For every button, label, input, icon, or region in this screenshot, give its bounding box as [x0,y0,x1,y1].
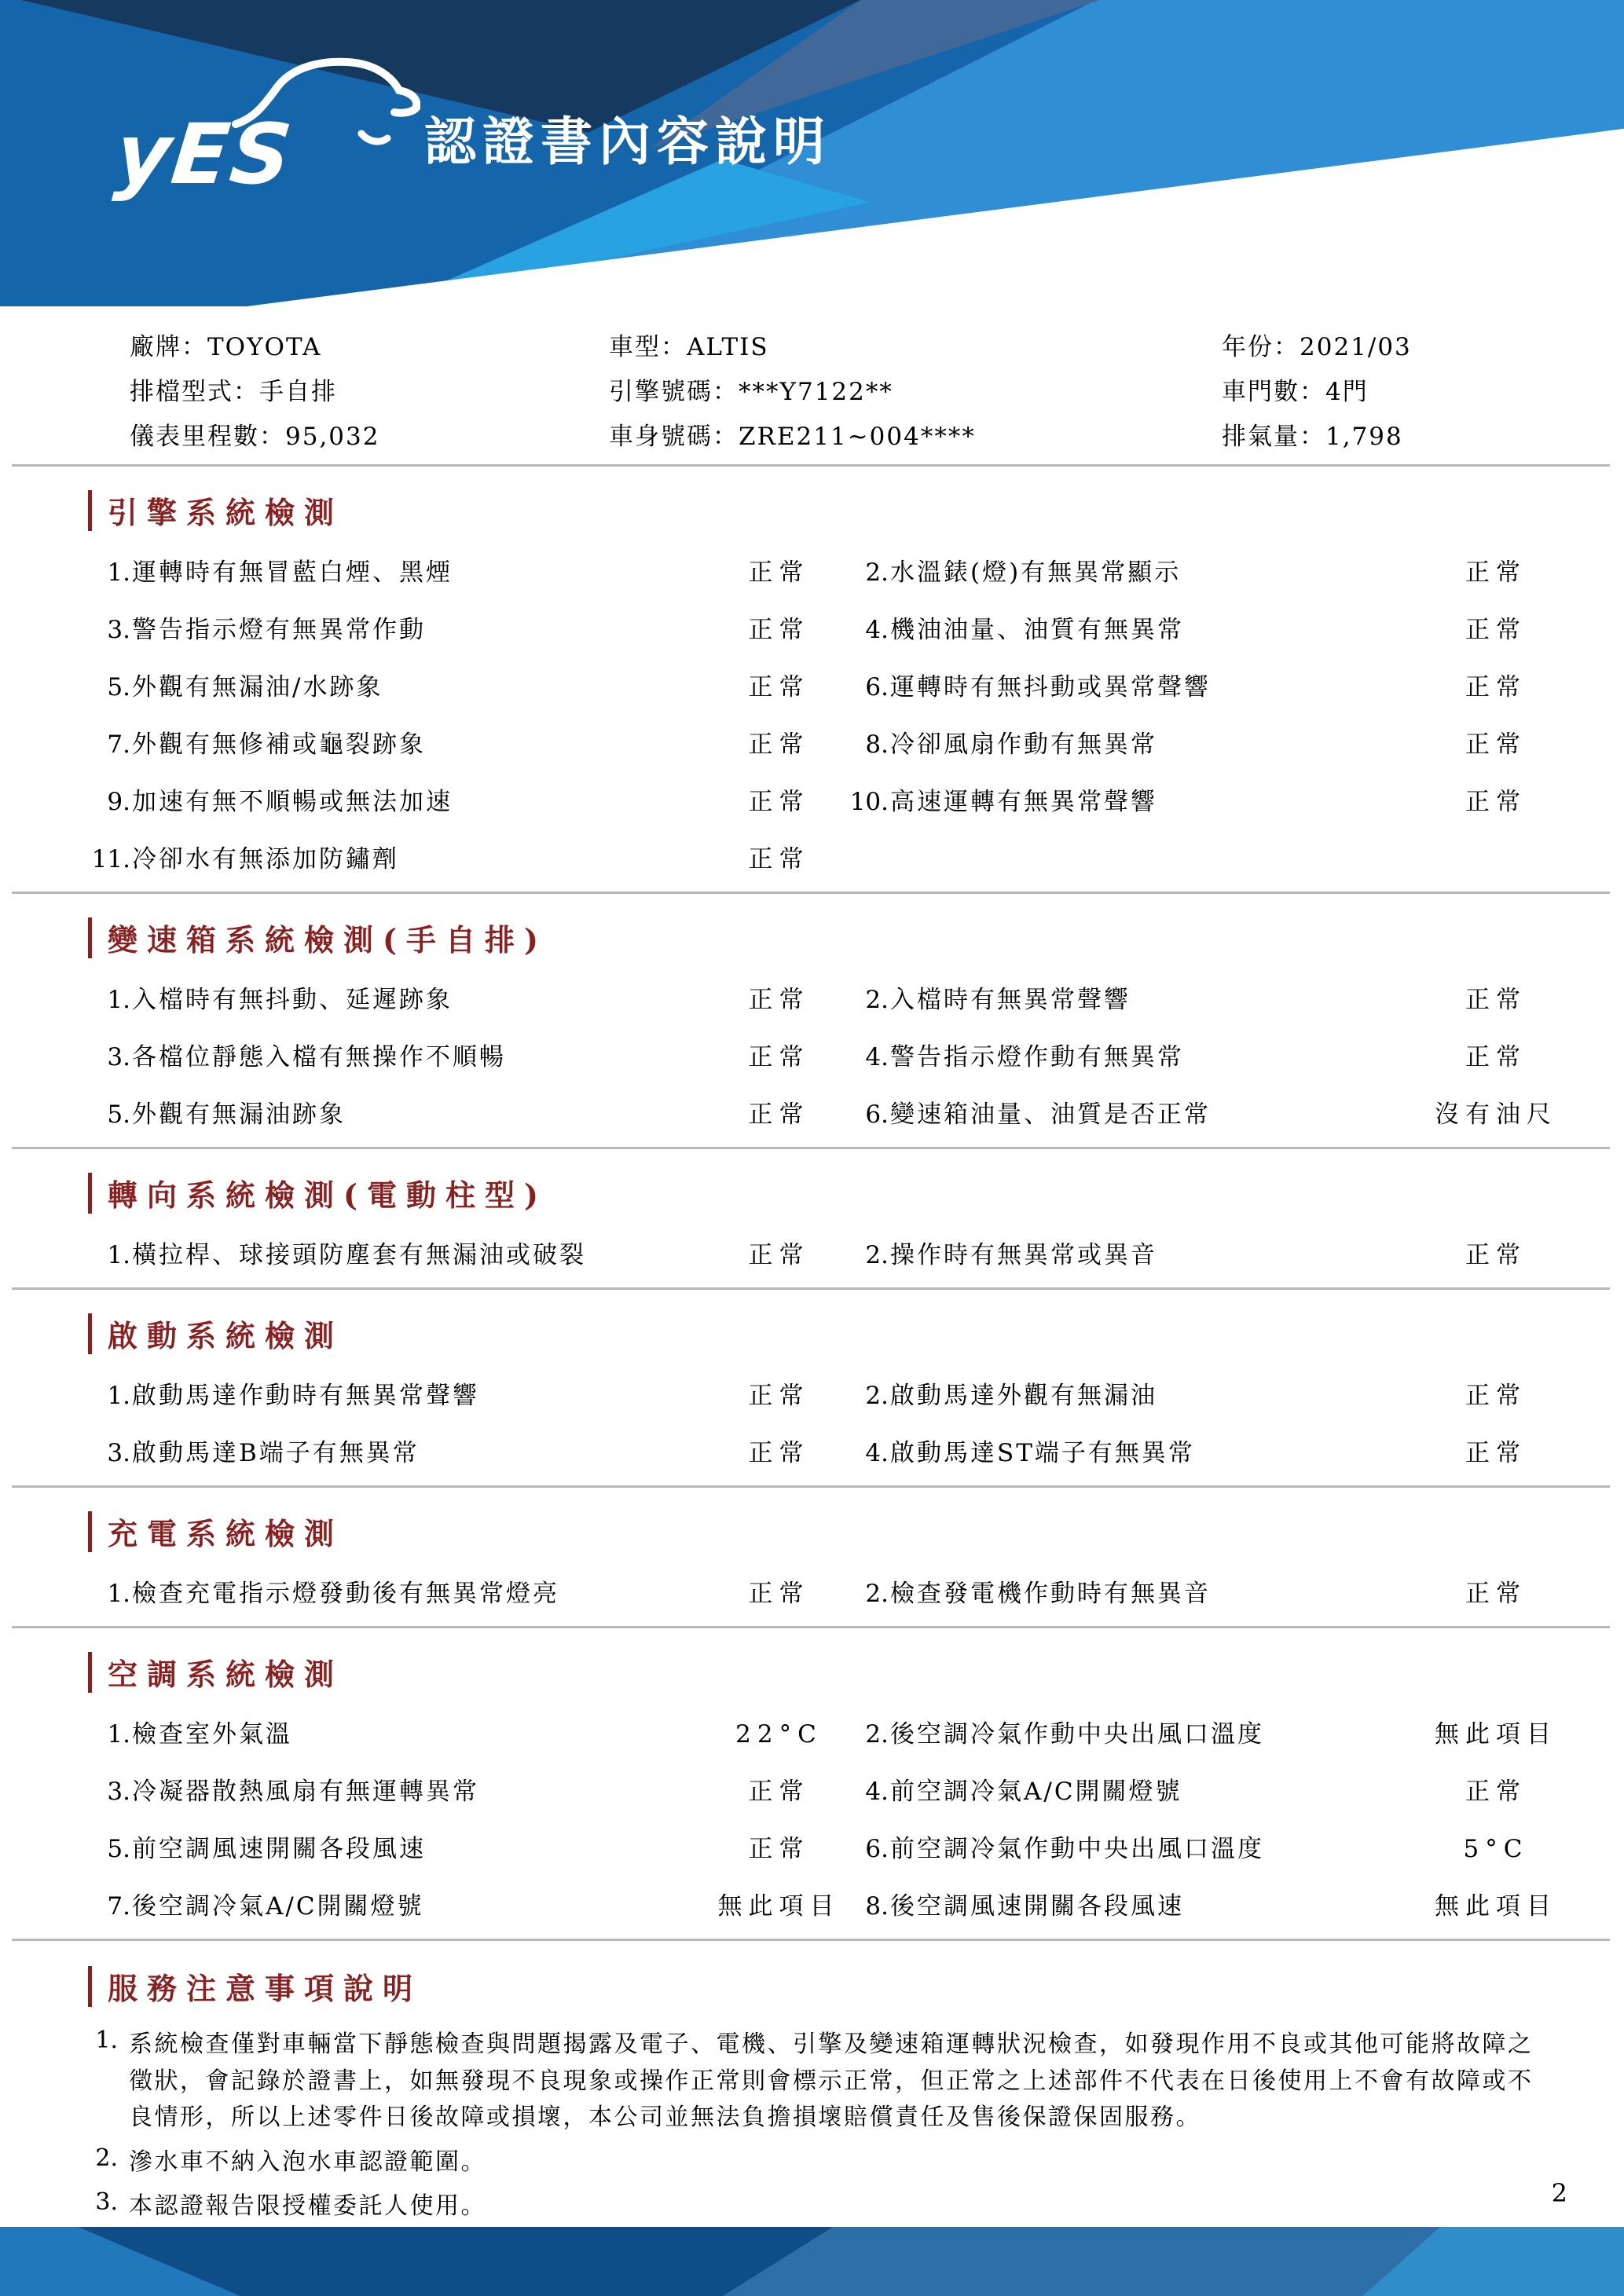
section-title: 轉向系統檢測(電動柱型) [108,1177,548,1213]
field-label: 廠牌： [130,333,207,361]
inspection-item-label [86,1235,707,1270]
inspection-item-result: 正常 [748,1043,810,1071]
note-number: 2. [95,2144,118,2172]
item-number: 5. [107,1835,130,1863]
inspection-item-result: 沒有油尺 [1435,1100,1557,1129]
item-text: 啟動馬達B端子有無異常 [132,1439,420,1467]
inspection-item-result: 無此項目 [1435,1720,1557,1749]
inspection-item-result: 正常 [748,845,810,873]
item-number: 7. [107,1892,130,1921]
inspection-item-label [86,839,707,874]
inspection-items-grid [86,552,1600,874]
field-value: 1,798 [1325,423,1403,451]
inspection-section [0,1628,1624,1939]
field-value: ALTIS [687,333,769,361]
vehicle-info-cell [130,327,609,362]
inspection-item-result: 正常 [1465,731,1527,759]
note-number: 1. [95,2027,118,2054]
inspection-item-result: 正常 [748,1580,810,1608]
note-item [88,2027,1577,2137]
inspection-section [0,467,1624,892]
inspection-item-result: 正常 [1465,788,1527,816]
section-title-bar [88,917,92,958]
item-number: 9. [107,788,130,816]
inspection-item-label [86,1829,707,1864]
item-number: 11. [91,845,130,873]
item-text: 冷凝器散熱風扇有無運轉異常 [132,1778,479,1806]
item-number: 2. [865,986,889,1014]
inspection-item-result: 正常 [748,1439,810,1467]
inspection-item-label [86,1094,707,1130]
field-value: ***Y7122** [739,378,893,406]
field-label: 車門數： [1222,378,1325,406]
section-header [88,1650,1624,1694]
vehicle-info-cell [609,372,1222,407]
item-text: 外觀有無漏油跡象 [132,1100,346,1129]
item-text: 後空調冷氣A/C開關燈號 [132,1892,424,1921]
inspection-item-label [845,1094,1395,1130]
field-label: 車型： [609,333,687,361]
item-number: 5. [107,1100,130,1129]
note-number: 3. [95,2188,118,2216]
item-text: 外觀有無修補或龜裂跡象 [132,731,426,759]
inspection-item-result: 正常 [748,673,810,701]
section-header [88,1312,1624,1355]
inspection-sections [0,467,1624,1941]
item-number: 4. [865,1439,889,1467]
inspection-item-result: 22°C [735,1720,823,1749]
inspection-item-label [86,782,707,817]
inspection-item-label [845,1235,1395,1270]
item-number: 4. [865,1043,889,1071]
item-text: 後空調風速開關各段風速 [890,1892,1184,1921]
item-number: 4. [865,616,889,644]
item-text: 高速運轉有無異常聲響 [890,788,1157,816]
vehicle-info-cell [1222,327,1593,362]
section-title: 空調系統檢測 [108,1657,344,1692]
item-text: 啟動馬達作動時有無異常聲響 [132,1382,479,1410]
inspection-item-result: 正常 [1465,986,1527,1014]
inspection-item-label [86,1573,707,1609]
inspection-item-label [86,1714,707,1749]
section-header [88,916,1624,959]
inspection-item-label [86,724,707,760]
inspection-item-result: 無此項目 [1435,1892,1557,1921]
inspection-section [0,1488,1624,1626]
item-number: 3. [107,616,130,644]
section-title-bar [88,1173,92,1214]
item-text: 檢查室外氣溫 [132,1720,292,1749]
inspection-item-label [845,1886,1395,1921]
item-text: 啟動馬達外觀有無漏油 [890,1382,1157,1410]
inspection-item-result: 正常 [748,558,810,587]
vehicle-info [0,306,1624,464]
section-title: 充電系統檢測 [108,1516,344,1551]
item-text: 操作時有無異常或異音 [890,1241,1157,1269]
item-text: 加速有無不順暢或無法加速 [132,788,453,816]
item-number: 3. [107,1043,130,1071]
item-text: 運轉時有無冒藍白煙、黑煙 [132,558,453,587]
section-title-bar [88,1313,92,1354]
item-text: 入檔時有無抖動、延遲跡象 [132,986,453,1014]
field-value: 手自排 [259,378,337,406]
item-text: 警告指示燈有無異常作動 [132,616,426,644]
item-number: 1. [107,986,130,1014]
inspection-items-grid [86,1235,1600,1270]
inspection-item-label [845,552,1395,588]
item-text: 外觀有無漏油/水跡象 [132,673,383,701]
item-text: 檢查充電指示燈發動後有無異常燈亮 [132,1580,559,1608]
item-text: 前空調冷氣作動中央出風口溫度 [890,1835,1264,1863]
inspection-item-label [845,1714,1395,1749]
item-number: 2. [865,1580,889,1608]
field-label: 排檔型式： [130,378,259,406]
inspection-item-label [86,667,707,702]
inspection-section [0,1290,1624,1485]
item-number: 2. [865,558,889,587]
note-list [88,2027,1577,2225]
inspection-section [0,894,1624,1147]
inspection-item-label [86,552,707,588]
inspection-item-result: 正常 [1465,616,1527,644]
item-text: 入檔時有無異常聲響 [890,986,1131,1014]
inspection-item-result: 正常 [748,616,810,644]
inspection-item-result: 正常 [748,1382,810,1410]
inspection-item-result: 正常 [1465,1382,1527,1410]
field-value: 95,032 [285,423,380,451]
inspection-item-result: 無此項目 [717,1892,841,1921]
note-item [88,2144,1577,2181]
inspection-item-label [845,980,1395,1015]
item-text: 前空調風速開關各段風速 [132,1835,426,1863]
item-text: 冷卻水有無添加防鏽劑 [132,845,399,873]
inspection-item-result: 正常 [748,731,810,759]
item-number: 2. [865,1720,889,1749]
item-number: 2. [865,1241,889,1269]
item-number: 6. [865,673,889,701]
item-text: 各檔位靜態入檔有無操作不順暢 [132,1043,506,1071]
item-text: 啟動馬達ST端子有無異常 [890,1439,1195,1467]
inspection-item-result: 正常 [748,1241,810,1269]
inspection-item-result: 正常 [748,1778,810,1806]
vehicle-info-cell [130,372,609,407]
vehicle-info-cell [609,327,1222,362]
inspection-item-result: 5°C [1463,1835,1529,1863]
note-text: 滲水車不納入泡水車認證範圍。 [129,2148,486,2176]
field-label: 引擎號碼： [609,378,739,406]
section-title: 變速箱系統檢測(手自排) [108,922,548,958]
item-text: 後空調冷氣作動中央出風口溫度 [890,1720,1264,1749]
inspection-items-grid [86,980,1600,1130]
inspection-item-result: 正常 [1465,558,1527,587]
inspection-item-label [86,1375,707,1411]
item-text: 冷卻風扇作動有無異常 [890,731,1157,759]
field-value: ZRE211~004**** [739,423,976,451]
page-title: 認證書內容說明 [424,112,831,172]
inspection-item-label [845,782,1395,817]
footer-banner [0,2227,1624,2296]
inspection-item-label [845,1771,1395,1807]
vehicle-info-cell [1222,372,1593,407]
inspection-item-result: 正常 [1465,1043,1527,1071]
section-title: 服務注意事項說明 [108,1971,423,2006]
car-silhouette-icon [229,55,426,157]
item-number: 4. [865,1778,889,1806]
field-label: 儀表里程數： [130,423,285,451]
field-label: 排氣量： [1222,423,1325,451]
inspection-item-label [845,724,1395,760]
item-number: 8. [865,731,889,759]
item-text: 水溫錶(燈)有無異常顯示 [890,558,1182,587]
inspection-item-result: 正常 [1465,1241,1527,1269]
field-label: 年份： [1222,333,1300,361]
item-number: 1. [107,1382,130,1410]
item-number: 3. [107,1778,130,1806]
inspection-item-result: 正常 [1465,673,1527,701]
section-header [88,1965,1624,2008]
item-number: 6. [865,1835,889,1863]
inspection-item-label [86,980,707,1015]
inspection-item-label [86,1886,707,1921]
item-text: 警告指示燈作動有無異常 [890,1043,1184,1071]
inspection-items-grid [86,1375,1600,1468]
item-number: 10. [849,788,889,816]
section-title-bar [88,1511,92,1552]
vehicle-info-cell [1222,416,1593,452]
section-title: 引擎系統檢測 [108,495,344,530]
inspection-item-label [86,1037,707,1072]
inspection-item-result: 正常 [1465,1580,1527,1608]
inspection-item-result: 正常 [748,1100,810,1129]
inspection-item-result: 正常 [1465,1778,1527,1806]
section-title-bar [88,490,92,531]
inspection-item-label [845,667,1395,702]
section-title-bar [88,1652,92,1693]
page-number: 2 [1551,2178,1567,2208]
vehicle-info-cell [609,416,1222,452]
item-number: 1. [107,1241,130,1269]
item-number: 7. [107,731,130,759]
item-text: 變速箱油量、油質是否正常 [890,1100,1211,1129]
inspection-items-grid [86,1573,1600,1609]
item-text: 檢查發電機作動時有無異音 [890,1580,1211,1608]
inspection-item-label [86,1433,707,1468]
section-title-bar [88,1966,92,2007]
inspection-item-result: 正常 [748,788,810,816]
section-header [88,1510,1624,1553]
inspection-item-label [845,1037,1395,1072]
item-number: 8. [865,1892,889,1921]
item-number: 5. [107,673,130,701]
header-banner [0,0,1624,306]
item-text: 運轉時有無抖動或異常聲響 [890,673,1211,701]
field-value: 4門 [1325,378,1369,406]
note-item [88,2188,1577,2225]
yes-logo-text: yES [111,105,298,203]
item-number: 2. [865,1382,889,1410]
yes-logo [111,66,383,203]
field-value: TOYOTA [207,333,322,361]
section-title: 啟動系統檢測 [108,1318,344,1353]
inspection-items-grid [86,1714,1600,1921]
inspection-item-label [845,1375,1395,1411]
item-number: 3. [107,1439,130,1467]
header-content [111,66,831,203]
item-number: 1. [107,558,130,587]
inspection-section [0,1149,1624,1287]
inspection-item-label [86,610,707,645]
field-value: 2021/03 [1300,333,1412,361]
inspection-item-label [845,610,1395,645]
field-label: 車身號碼： [609,423,739,451]
section-header [88,489,1624,532]
inspection-item-result: 正常 [748,1835,810,1863]
inspection-item-label [845,1829,1395,1864]
item-text: 機油油量、油質有無異常 [890,616,1184,644]
service-notes-section [0,1941,1624,2265]
inspection-item-result: 正常 [1465,1439,1527,1467]
inspection-item-label [845,1573,1395,1609]
inspection-item-result: 正常 [748,986,810,1014]
item-text: 橫拉桿、球接頭防塵套有無漏油或破裂 [132,1241,586,1269]
vehicle-info-cell [130,416,609,452]
item-number: 1. [107,1720,130,1749]
item-text: 前空調冷氣A/C開關燈號 [890,1778,1182,1806]
note-text: 系統檢查僅對車輛當下靜態檢查與問題揭露及電子、電機、引擎及變速箱運轉狀況檢查，如發現作用不良或其他可能將故障之徵狀，會記錄於證書上，如無發現不良現象或操作正常則會標示正常，但正常之上述部件不代表在日後使用上不會有故障或不良情形，所以上述零件日後故障或損壞，本公司並無法負擔損壞賠償責任及售後保證保固服務。 [129,2031,1534,2131]
section-header [88,1171,1624,1214]
inspection-item-label [845,1433,1395,1468]
item-number: 1. [107,1580,130,1608]
item-number: 6. [865,1100,889,1129]
note-text: 本認證報告限授權委託人使用。 [129,2192,486,2220]
inspection-item-label [86,1771,707,1807]
